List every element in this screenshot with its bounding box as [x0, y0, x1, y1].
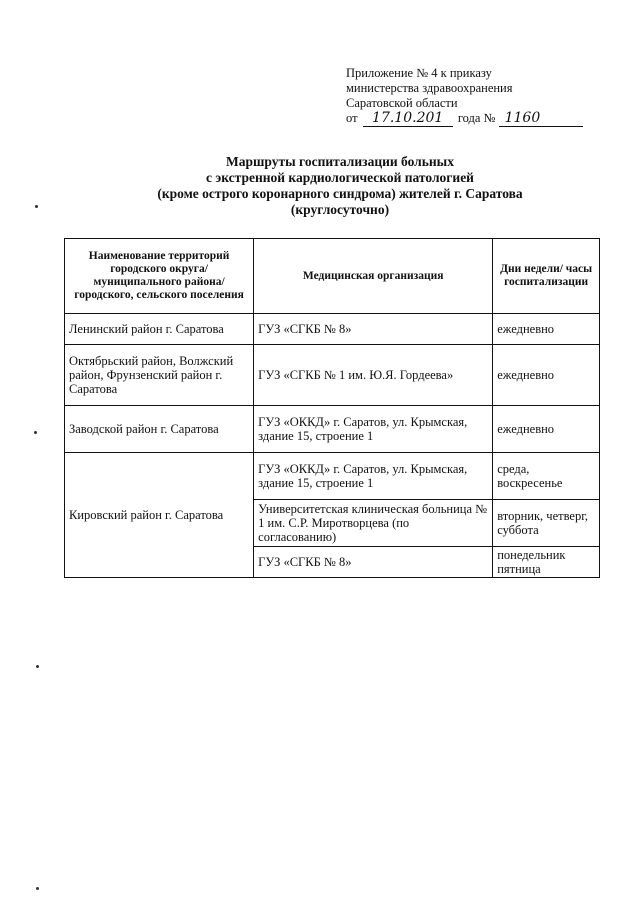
days-cell: понедельник пятница [493, 547, 600, 578]
header-line-3: Саратовской области [346, 96, 458, 110]
days-cell: среда, воскресенье [493, 453, 600, 500]
title-line-2: с экстренной кардиологической патологией [206, 170, 474, 185]
scan-speck [35, 205, 38, 208]
table-row [65, 314, 600, 345]
scan-speck [36, 665, 39, 668]
year-number-label: года № [457, 111, 496, 125]
territory-cell: Кировский район г. Саратова [65, 453, 254, 578]
organization-cell: Университетская клиническая больница № 1 им. С.Р. Миротворцева (по согласованию) [254, 500, 493, 547]
scan-speck [36, 887, 39, 890]
title-line-3: (кроме острого коронарного синдрома) жителей г. Саратова [157, 186, 523, 201]
scan-speck [34, 431, 37, 434]
organization-cell: ГУЗ «ОККД» г. Саратов, ул. Крымская, здание 15, строение 1 [254, 453, 493, 500]
organization-cell: ГУЗ «СГКБ № 1 им. Ю.Я. Гордеева» [254, 345, 493, 406]
days-cell: вторник, четверг, суббота [493, 500, 600, 547]
header-line-2: министерства здравоохранения [346, 81, 513, 95]
header-line-1: Приложение № 4 к приказу [346, 66, 492, 80]
territory-cell: Заводской район г. Саратова [65, 406, 254, 453]
territory-cell: Октябрьский район, Волжский район, Фрунзенский район г. Саратова [65, 345, 254, 406]
from-label: от [346, 111, 358, 125]
organization-cell: ГУЗ «ОККД» г. Саратов, ул. Крымская, здание 15, строение 1 [254, 406, 493, 453]
header-organization: Медицинская организация [254, 239, 493, 314]
order-number-field [499, 111, 583, 127]
territory-cell: Ленинский район г. Саратова [65, 314, 254, 345]
order-attachment-header [346, 66, 606, 127]
table-row [65, 345, 600, 406]
organization-cell: ГУЗ «СГКБ № 8» [254, 547, 493, 578]
header-territory: Наименование территорий городского округа/ муниципального района/городского, сельского поселения [65, 239, 254, 314]
title-line-4: (круглосуточно) [290, 202, 390, 217]
document-title [120, 154, 560, 218]
handwritten-number: 1160 [504, 110, 541, 126]
handwritten-date: 17.10.201 [372, 110, 444, 126]
table-row [65, 453, 600, 500]
order-date-number-row [346, 111, 606, 127]
header-days: Дни недели/ часы госпитализации [493, 239, 600, 314]
order-date-field [363, 111, 453, 127]
title-line-1: Маршруты госпитализации больных [226, 154, 454, 169]
organization-cell: ГУЗ «СГКБ № 8» [254, 314, 493, 345]
hospitalization-routes-table [64, 238, 600, 578]
days-cell: ежедневно [493, 406, 600, 453]
table-header-row [65, 239, 600, 314]
days-cell: ежедневно [493, 345, 600, 406]
table-row [65, 406, 600, 453]
days-cell: ежедневно [493, 314, 600, 345]
